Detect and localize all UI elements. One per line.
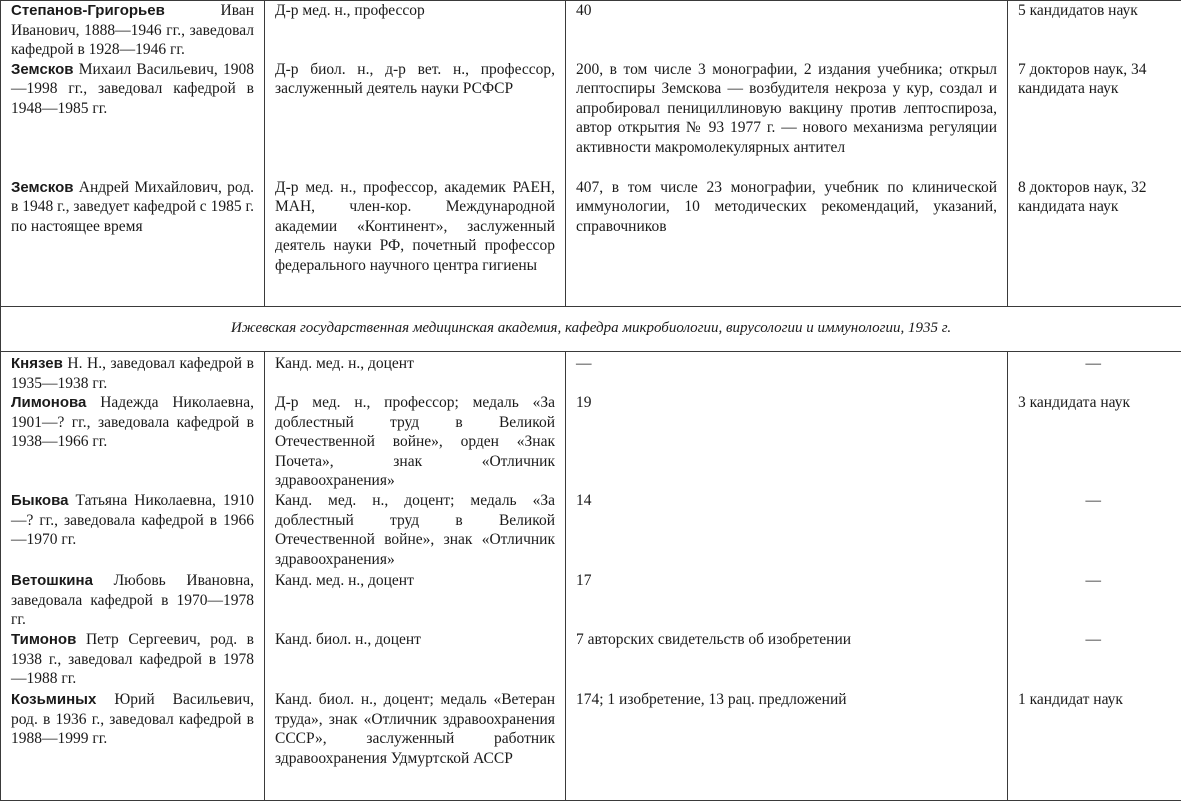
degree-cell: Д-р мед. н., профессор, академик РАЕН, МАН, член-кор. Международной академии «Континент», заслуженный деятель науки РФ, почетный профессор федерального научного центра гигиены bbox=[265, 178, 566, 307]
table-row bbox=[1, 1, 1181, 60]
works-cell: 19 bbox=[566, 393, 1008, 491]
students-cell bbox=[1008, 630, 1181, 690]
works-cell: 174; 1 изобретение, 13 рац. предложений bbox=[566, 690, 1008, 800]
person-cell bbox=[1, 1, 265, 60]
person-bio: Татьяна Николаевна, 1910—? гг., заведовала кафедрой в 1966—1970 гг. bbox=[11, 492, 254, 548]
table-row bbox=[1, 178, 1181, 307]
works-cell: 14 bbox=[566, 491, 1008, 571]
works-cell: 407, в том числе 23 монографии, учебник по клинической иммунологии, 10 методических рекомендаций, указаний, справочников bbox=[566, 178, 1008, 307]
students-cell bbox=[1008, 352, 1181, 394]
table-row bbox=[1, 690, 1181, 800]
table-row bbox=[1, 491, 1181, 571]
person-bio: Н. Н., заведовал кафедрой в 1935—1938 гг. bbox=[11, 355, 254, 392]
degree-cell: Канд. биол. н., доцент; медаль «Ветеран труда», знак «Отличник здравоохранения СССР», заслуженный работник здравоохранения Удмуртской АССР bbox=[265, 690, 566, 800]
students-cell bbox=[1008, 571, 1181, 630]
person-cell bbox=[1, 630, 265, 690]
degree-cell: Д-р биол. н., д-р вет. н., профессор, заслуженный деятель науки РСФСР bbox=[265, 60, 566, 178]
person-bio: Любовь Ивановна, заведовала кафедрой в 1970—1978 гг. bbox=[11, 572, 254, 628]
person-bio: Юрий Васильевич, род. в 1936 г., заведовал кафедрой в 1988—1999 гг. bbox=[11, 691, 254, 747]
person-bio: Надежда Николаевна, 1901—? гг., заведовала кафедрой в 1938—1966 гг. bbox=[11, 394, 254, 450]
students-cell: 5 кандидатов наук bbox=[1008, 1, 1181, 60]
table-row bbox=[1, 60, 1181, 178]
degree-cell: Канд. мед. н., доцент bbox=[265, 352, 566, 394]
degree-cell: Канд. мед. н., доцент; медаль «За доблестный труд в Великой Отечественной войне», знак «Отличник здравоохранения» bbox=[265, 491, 566, 571]
students-value: — bbox=[1018, 630, 1171, 650]
section-title: Ижевская государственная медицинская академия, кафедра микробиологии, вирусологии и иммунологии, 1935 г. bbox=[1, 307, 1181, 352]
table-row bbox=[1, 393, 1181, 491]
students-value: — bbox=[1018, 354, 1171, 374]
person-surname: Лимонова bbox=[11, 394, 86, 411]
works-cell: — bbox=[566, 352, 1008, 394]
students-cell: 3 кандидата наук bbox=[1008, 393, 1181, 491]
person-surname: Быкова bbox=[11, 492, 68, 509]
person-bio: Иван Иванович, 1888—1946 гг., заведовал кафедрой в 1928—1946 гг. bbox=[11, 2, 254, 58]
works-cell: 200, в том числе 3 монографии, 2 издания учебника; открыл лептоспиры Земскова — возбудителя некроза у кур, создал и апробировал пенициллиновую вакцину против лептоспироза, автор открытия № 93 1977 г. — нового механизма регуляции активности макромолекулярных антител bbox=[566, 60, 1008, 178]
person-surname: Ветошкина bbox=[11, 572, 93, 589]
person-cell bbox=[1, 491, 265, 571]
person-cell bbox=[1, 690, 265, 800]
person-cell bbox=[1, 178, 265, 307]
works-cell: 40 bbox=[566, 1, 1008, 60]
students-cell bbox=[1008, 491, 1181, 571]
person-cell bbox=[1, 393, 265, 491]
person-surname: Степанов-Григорьев bbox=[11, 2, 165, 19]
person-bio: Петр Сергеевич, род. в 1938 г., заведовал кафедрой в 1978—1988 гг. bbox=[11, 631, 254, 687]
degree-cell: Канд. биол. н., доцент bbox=[265, 630, 566, 690]
students-value: — bbox=[1018, 571, 1171, 591]
person-surname: Тимонов bbox=[11, 631, 76, 648]
person-bio: Андрей Михайлович, род. в 1948 г., заведует кафедрой с 1985 г. по настоящее время bbox=[11, 179, 254, 235]
degree-cell: Д-р мед. н., профессор; медаль «За доблестный труд в Великой Отечественной войне», орден «Знак Почета», знак «Отличник здравоохранения» bbox=[265, 393, 566, 491]
person-cell bbox=[1, 60, 265, 178]
works-cell: 7 авторских свидетельств об изобретении bbox=[566, 630, 1008, 690]
works-cell: 17 bbox=[566, 571, 1008, 630]
person-cell bbox=[1, 571, 265, 630]
table-row bbox=[1, 352, 1181, 394]
person-surname: Земсков bbox=[11, 61, 73, 78]
table-row bbox=[1, 571, 1181, 630]
students-cell: 1 кандидат наук bbox=[1008, 690, 1181, 800]
students-cell: 8 докторов наук, 32 кандидата наук bbox=[1008, 178, 1181, 307]
person-surname: Князев bbox=[11, 355, 63, 372]
students-cell: 7 докторов наук, 34 кандидата наук bbox=[1008, 60, 1181, 178]
person-surname: Земсков bbox=[11, 179, 73, 196]
person-surname: Козьминых bbox=[11, 691, 96, 708]
students-value: — bbox=[1018, 491, 1171, 511]
section-header-row bbox=[1, 307, 1181, 352]
person-cell bbox=[1, 352, 265, 394]
degree-cell: Канд. мед. н., доцент bbox=[265, 571, 566, 630]
table-row bbox=[1, 630, 1181, 690]
person-bio: Михаил Васильевич, 1908—1998 гг., заведовал кафедрой в 1948—1985 гг. bbox=[11, 61, 254, 117]
degree-cell: Д-р мед. н., профессор bbox=[265, 1, 566, 60]
